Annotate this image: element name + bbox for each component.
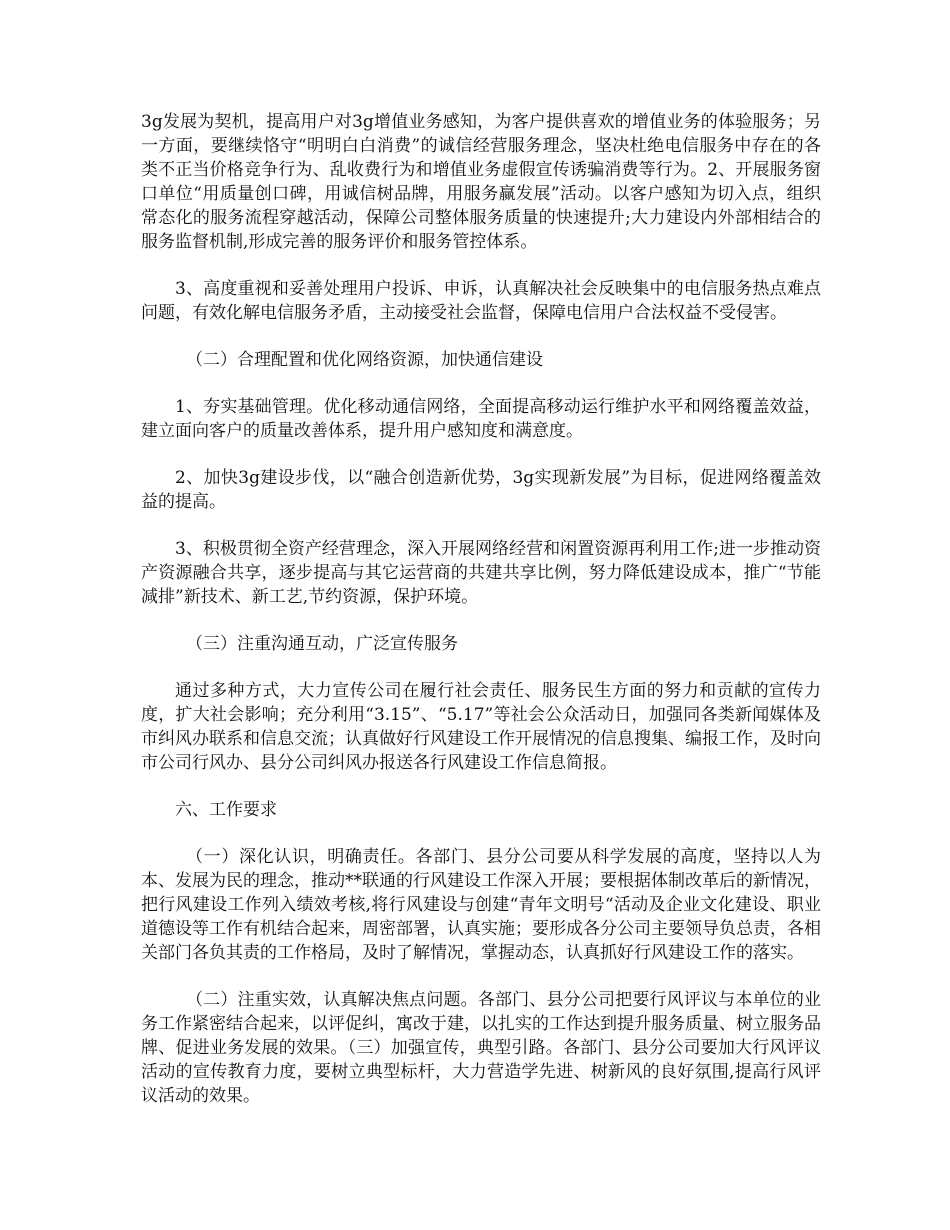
paragraph-basic-management: 1、夯实基础管理。优化移动通信网络，全面提高移动运行维护水平和网络覆盖效益，建立面向客户的质量改善体系，提升用户感知度和满意度。	[141, 397, 821, 441]
paragraph-responsibility: （一）深化认识，明确责任。各部门、县分公司要从科学发展的高度，坚持以人为本、发展为民的理念，推动**联通的行风建设工作深入开展；要根据体制改革后的新情况，把行风建设工作列入绩效考核,将行风建设与创建“青年文明号“活动及企业文化建设、职业道德设等工作有机结合起来，周密部署，认真实施；要形成各分公司主要领导负总责，各相关部门各负其责的工作格局，及时了解情况，掌握动态，认真抓好行风建设工作的落实。	[141, 847, 821, 963]
paragraph-effectiveness: （二）注重实效，认真解决焦点问题。各部门、县分公司把要行风评议与本单位的业务工作紧密结合起来，以评促纠，寓改于建，以扎实的工作达到提升服务质量、树立服务品牌、促进业务发展的效果。（三）加强宣传，典型引路。各部门、县分公司要加大行风评议活动的宣传教育力度，要树立典型标杆，大力营造学先进、树新风的良好氛围,提高行风评议活动的效果。	[141, 990, 821, 1106]
section-heading-communication: （三）注重沟通互动，广泛宣传服务	[186, 634, 458, 654]
paragraph-asset-management: 3、积极贯彻全资产经营理念，深入开展网络经营和闲置资源再利用工作;进一步推动资产资源融合共享，逐步提高与其它运营商的共建共享比例，努力降低建设成本，推广“节能减排”新技术、新工艺,节约资源，保护环境。	[141, 539, 821, 607]
section-heading-work-requirements: 六、工作要求	[175, 800, 277, 820]
document-body	[141, 110, 821, 1131]
section-heading-network: （二）合理配置和优化网络资源，加快通信建设	[186, 350, 543, 370]
paragraph-publicity: 通过多种方式，大力宣传公司在履行社会责任、服务民生方面的努力和贡献的宣传力度，扩大社会影响；充分利用“3.15”、“5.17”等社会公众活动日，加强同各类新闻媒体及市纠风办联系和信息交流；认真做好行风建设工作开展情况的信息搜集、编报工作，及时向市公司行风办、县分公司纠风办报送各行风建设工作信息简报。	[141, 681, 821, 773]
paragraph-service-intro: 3g发展为契机，提高用户对3g增值业务感知，为客户提供喜欢的增值业务的体验服务；另一方面，要继续恪守“明明白白消费”的诚信经营服务理念，坚决杜绝电信服务中存在的各类不正当价格竞争行为、乱收费行为和增值业务虚假宣传诱骗消费等行为。2、开展服务窗口单位“用质量创口碑，用诚信树品牌，用服务赢发展”活动。以客户感知为切入点，组织常态化的服务流程穿越活动，保障公司整体服务质量的快速提升;大力建设内外部相结合的服务监督机制,形成完善的服务评价和服务管控体系。	[141, 112, 821, 252]
paragraph-complaints: 3、高度重视和妥善处理用户投诉、申诉，认真解决社会反映集中的电信服务热点难点问题，有效化解电信服务矛盾，主动接受社会监督，保障电信用户合法权益不受侵害。	[141, 279, 821, 323]
paragraph-3g-construction: 2、加快3g建设步伐，以“融合创造新优势，3g实现新发展”为目标，促进网络覆盖效益的提高。	[141, 468, 821, 512]
